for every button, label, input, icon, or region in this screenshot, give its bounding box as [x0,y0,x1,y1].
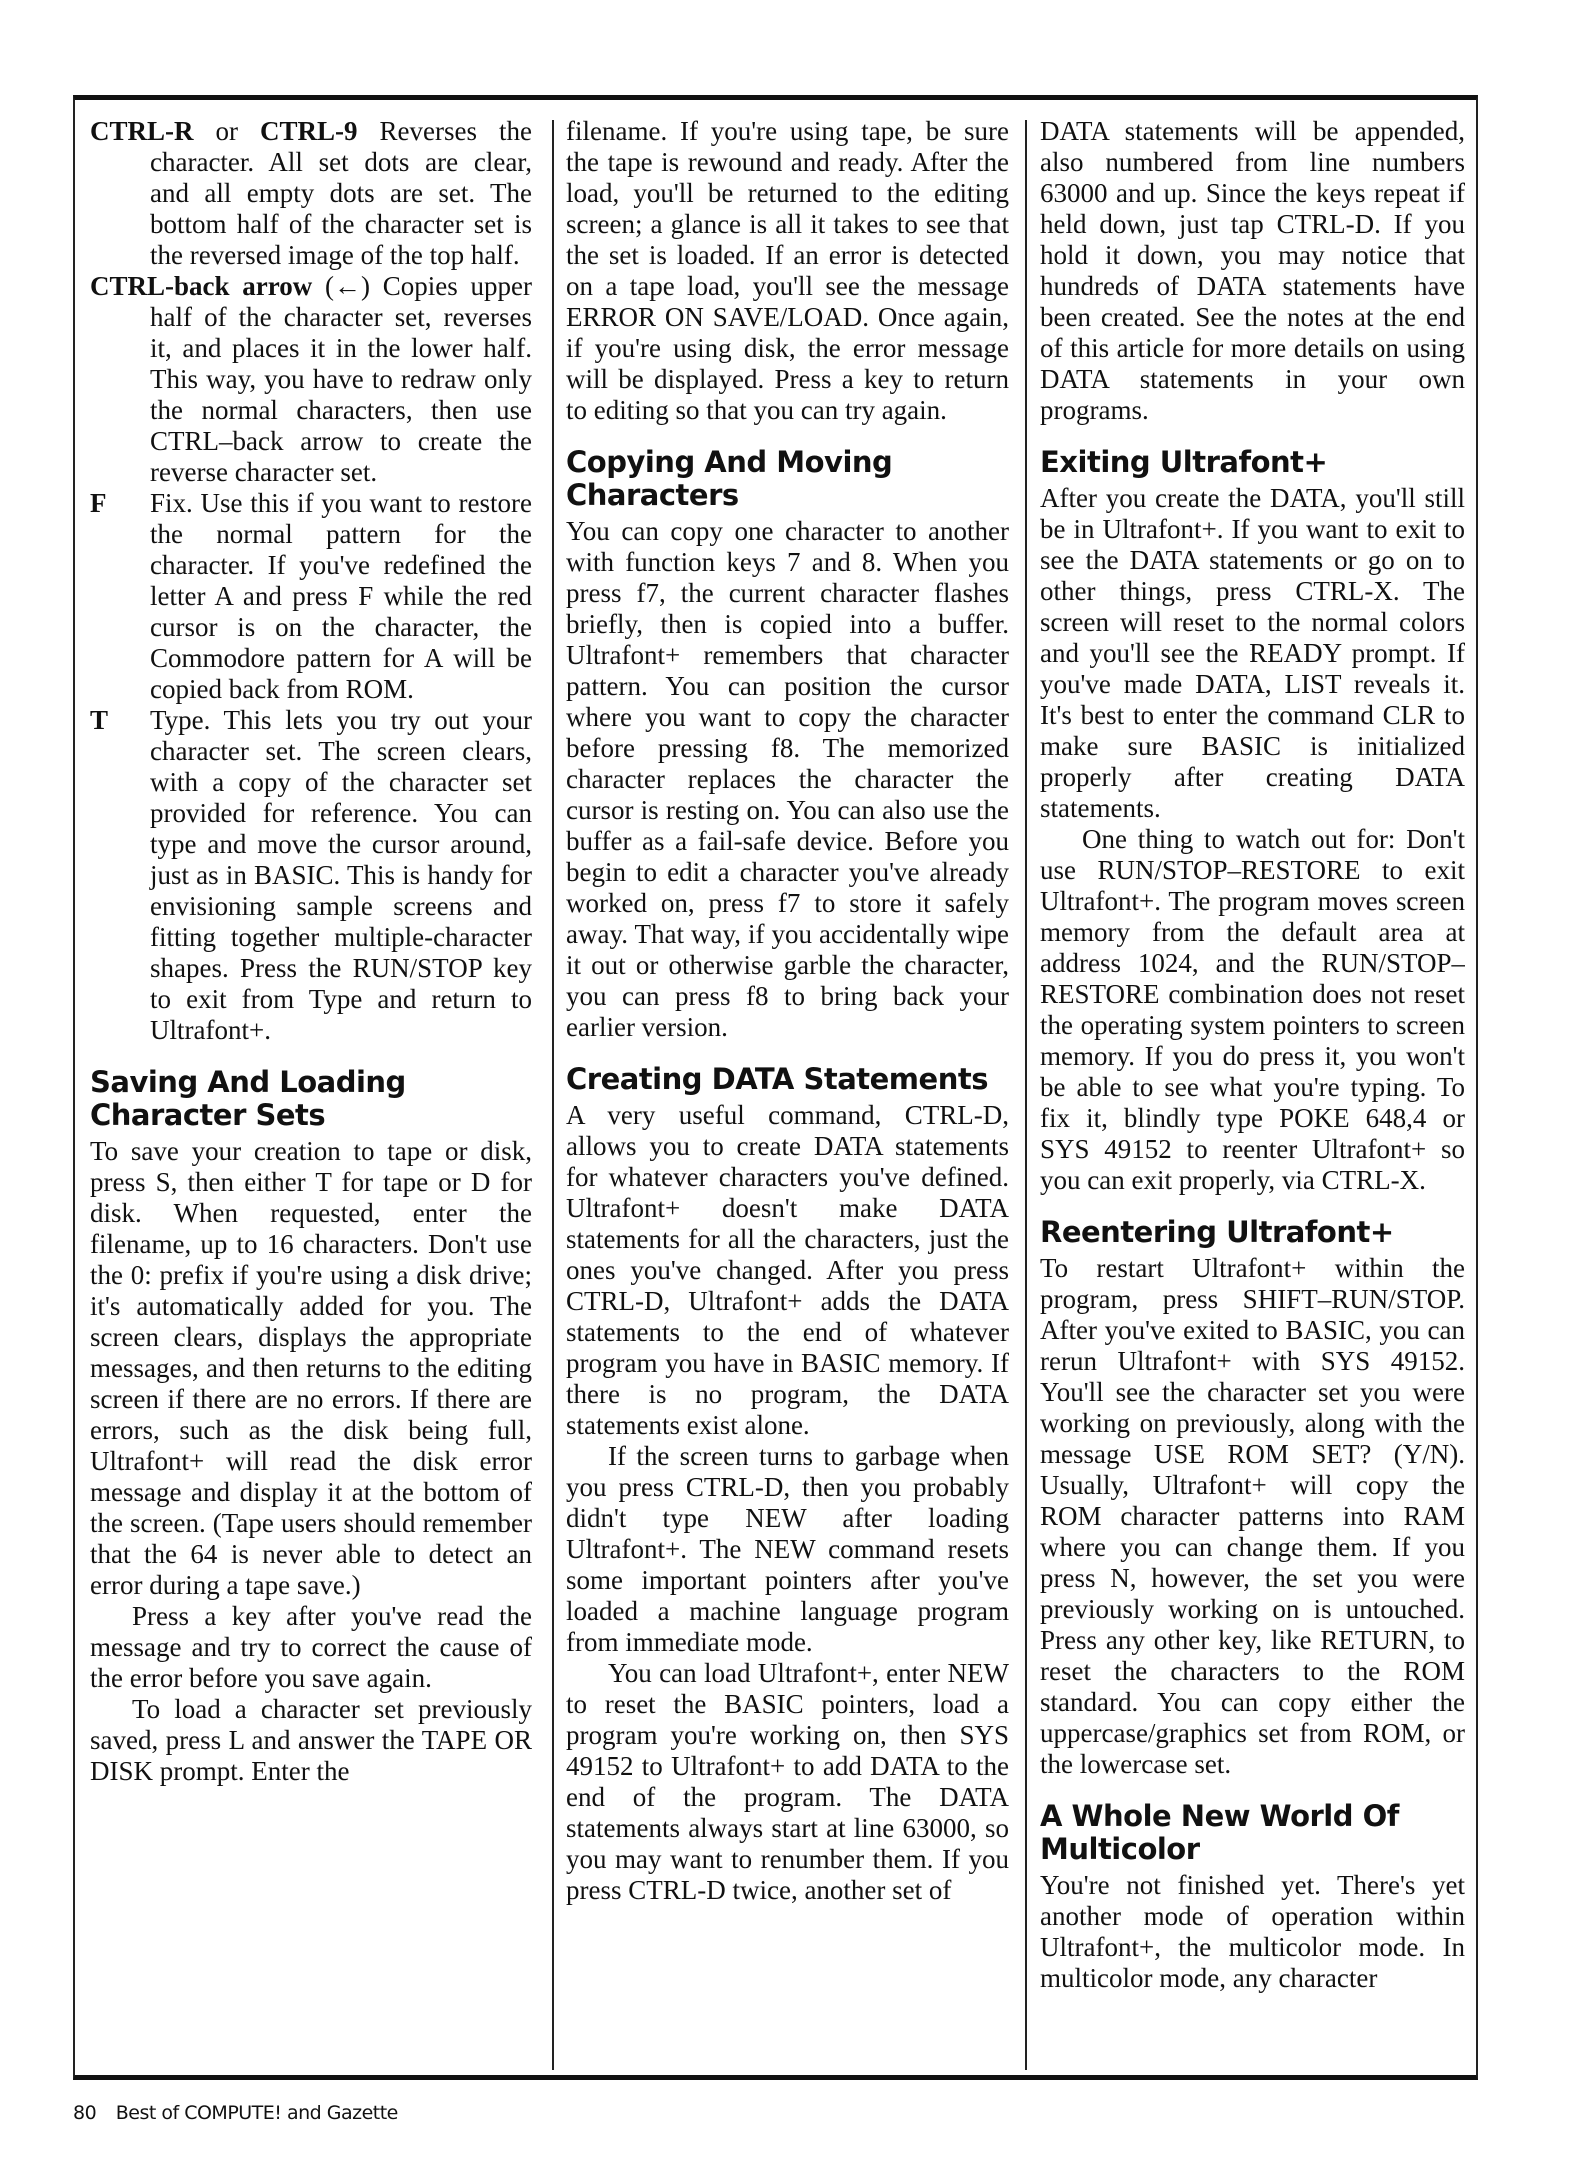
column-divider [552,120,554,2070]
section-heading: Exiting Ultrafont+ [1040,445,1328,479]
paragraph: To restart Ultrafont+ within the program, press SHIFT–RUN/STOP. After you've exited to BASIC, you can rerun Ultrafont+ with SYS 49152. You'll see the character set you were working on previously, along with the message USE ROM SET? (Y/N). Usually, Ultrafont+ will copy the ROM character patterns into RAM where you can change them. If you press N, however, the set you were previously working on is untouched. Press any other key, like RETURN, to reset the characters to the ROM standard. You can copy either the uppercase/graphics set from ROM, or the lowercase set. [1040,1253,1465,1779]
command-definition [90,705,532,1046]
command-term: CTRL-9 [260,116,358,146]
column-2 [566,116,1009,2076]
publication-name: Best of COMPUTE! and Gazette [115,2102,398,2124]
section-heading: Creating DATA Statements [566,1062,988,1096]
definition-text: Type. This lets you try out your character set. The screen clears, with a copy of the character set provided for reference. You can type and move the cursor around, just as in BASIC. This is handy for envisioning sample screens and fitting together multiple-character shapes. Press the RUN/STOP key to exit from Type and return to Ultrafont+. [150,705,532,1045]
paragraph: Press a key after you've read the message and try to correct the cause of the error before you save again. [90,1601,532,1693]
definition-text: or [193,116,261,146]
command-key: T [90,705,109,735]
paragraph: DATA statements will be appended, also numbered from line numbers 63000 and up. Since the keys repeat if held down, just tap CTRL-D. If you hold it down, you may notice that hundreds of DATA statements have been created. See the notes at the end of this article for more details on using DATA statements in your own programs. [1040,116,1465,425]
column-3 [1040,116,1465,2076]
section-heading: A Whole New World Of Multicolor [1040,1799,1399,1866]
paragraph: You're not finished yet. There's yet another mode of operation within Ultrafont+, the multicolor mode. In multicolor mode, any character [1040,1870,1465,1993]
command-definition [90,116,532,271]
column-divider [1025,120,1027,2070]
page-footer [73,2102,398,2124]
paragraph: filename. If you're using tape, be sure the tape is rewound and ready. After the load, you'll be returned to the editing screen; a glance is all it takes to see that the set is loaded. If an error is detected on a tape load, you'll see the message ERROR ON SAVE/LOAD. Once again, if you're using disk, the error message will be displayed. Press a key to return to editing so that you can try again. [566,116,1009,425]
command-term: CTRL-R [90,116,194,146]
column-1 [90,116,532,2076]
paragraph: To load a character set previously saved, press L and answer the TAPE OR DISK prompt. Enter the [90,1694,532,1786]
definition-text: Fix. Use this if you want to restore the normal pattern for the character. If you've redefined the letter A and press F while the red cursor is on the character, the Commodore pattern for A will be copied back from ROM. [150,488,532,704]
section-heading: Saving And Loading Character Sets [90,1065,406,1132]
paragraph: If the screen turns to garbage when you press CTRL-D, then you probably didn't type NEW after loading Ultrafont+. The NEW command resets some important pointers after you've loaded a machine language program from immediate mode. [566,1441,1009,1657]
definition-text: Reverses the character. All set dots are clear, and all empty dots are set. The bottom half of the character set is the reversed image of the top half. [150,116,532,270]
definition-text: (←) Copies upper half of the character set, reverses it, and places it in the lower half. This way, you have to redraw only the normal characters, then use CTRL–back arrow to create the reverse character set. [150,271,532,487]
paragraph: A very useful command, CTRL-D, allows you to create DATA statements for whatever characters you've defined. Ultrafont+ doesn't make DATA statements for all the characters, just the ones you've changed. After you press CTRL-D, Ultrafont+ adds the DATA statements to the end of whatever program you have in BASIC memory. If there is no program, the DATA statements exist alone. [566,1100,1009,1440]
paragraph: One thing to watch out for: Don't use RUN/STOP–RESTORE to exit Ultrafont+. The program moves screen memory from the default area at address 1024, and the RUN/STOP–RESTORE combination does not reset the operating system pointers to screen memory. If you do press it, you won't be able to see what you're typing. To fix it, blindly type POKE 648,4 or SYS 49152 to reenter Ultrafont+ so you can exit properly, via CTRL-X. [1040,824,1465,1195]
section-heading: Reentering Ultrafont+ [1040,1215,1394,1249]
command-definition [90,271,532,488]
section-heading: Copying And Moving Characters [566,445,893,512]
paragraph: To save your creation to tape or disk, press S, then either T for tape or D for disk. When requested, enter the filename, up to 16 characters. Don't use the 0: prefix if you're using a disk drive; it's automatically added for you. The screen clears, displays the appropriate messages, and then returns to the editing screen if there are no errors. If there are errors, such as the disk being full, Ultrafont+ will read the disk error message and display it at the bottom of the screen. (Tape users should remember that the 64 is never able to detect an error during a tape save.) [90,1136,532,1600]
command-definition [90,488,532,705]
command-key: F [90,488,107,518]
paragraph: You can copy one character to another with function keys 7 and 8. When you press f7, the current character flashes briefly, then is copied into a buffer. Ultrafont+ remembers that character pattern. You can position the cursor where you want to copy the character before pressing f8. The memorized character replaces the character the cursor is resting on. You can also use the buffer as a fail-safe device. Before you begin to edit a character you've already worked on, press f7 to store it safely away. That way, if you accidentally wipe it out or otherwise garble the character, you can press f8 to bring back your earlier version. [566,516,1009,1042]
command-term: CTRL-back arrow [90,271,313,301]
page-number: 80 [73,2102,97,2124]
paragraph: You can load Ultrafont+, enter NEW to reset the BASIC pointers, load a program you're working on, then SYS 49152 to Ultrafont+ to add DATA to the end of the program. The DATA statements always start at line 63000, so you may want to renumber them. If you press CTRL-D twice, another set of [566,1658,1009,1905]
paragraph: After you create the DATA, you'll still be in Ultrafont+. If you want to exit to see the DATA statements or go on to other things, press CTRL-X. The screen will reset to the normal colors and you'll see the READY prompt. If you've made DATA, LIST reveals it. It's best to enter the command CLR to make sure BASIC is initialized properly after creating DATA statements. [1040,483,1465,823]
